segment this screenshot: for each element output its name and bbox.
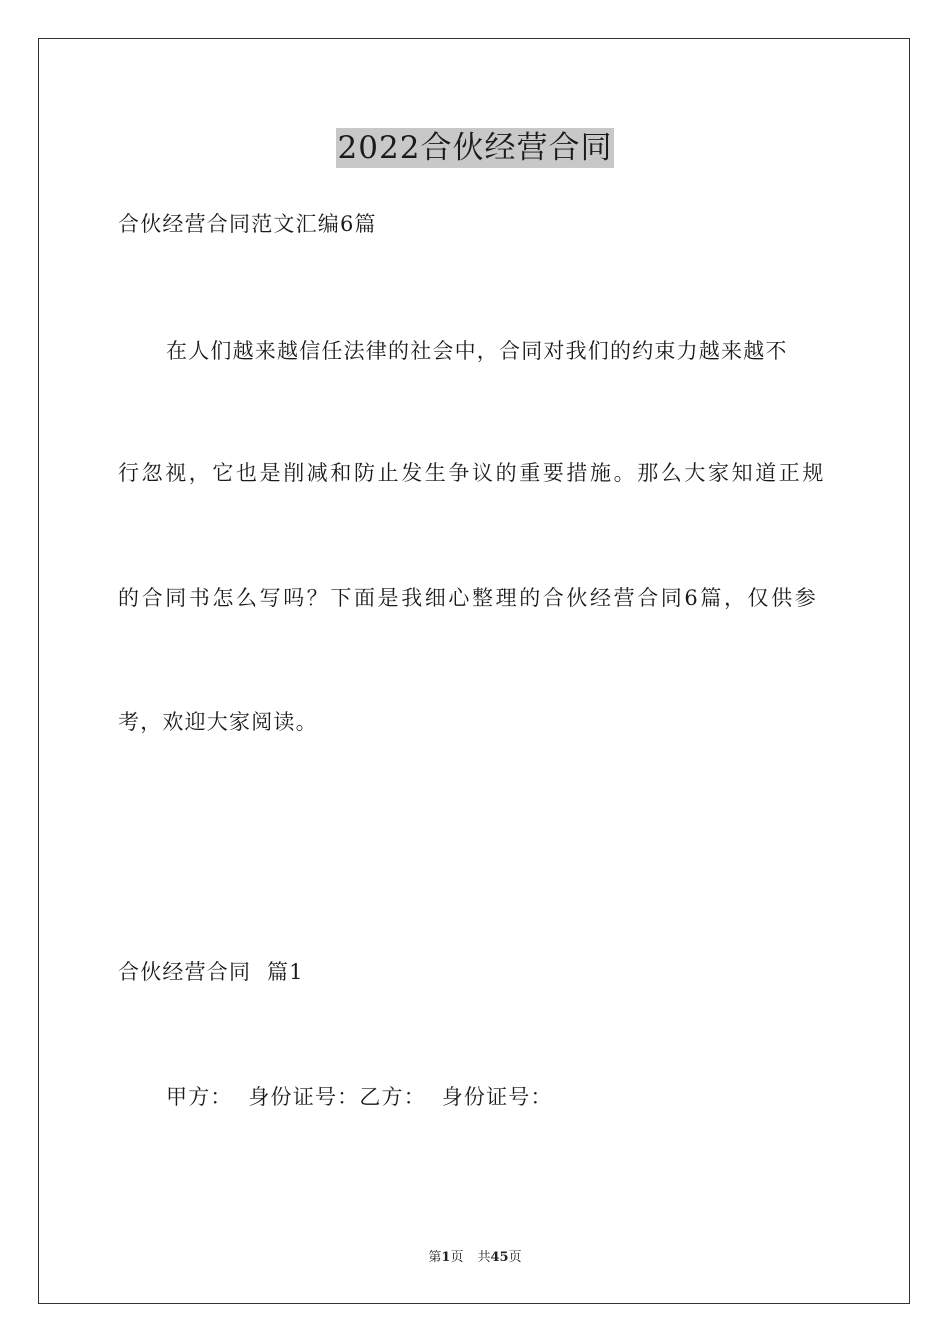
party-info-line: 甲方： 身份证号：乙方： 身份证号：: [166, 1085, 553, 1109]
footer-current-page: 1: [441, 1250, 451, 1265]
document-title-text: 2022合伙经营合同: [337, 130, 613, 166]
footer-total-prefix: 共: [477, 1250, 491, 1265]
document-title: [0, 128, 950, 168]
footer-total-suffix: 页: [508, 1250, 522, 1265]
page-footer: [0, 1250, 950, 1266]
document-subtitle: 合伙经营合同范文汇编6篇: [118, 212, 377, 236]
intro-line-4: 考，欢迎大家阅读。: [118, 710, 318, 734]
intro-line-3: 的合同书怎么写吗？下面是我细心整理的合伙经营合同6篇，仅供参: [118, 586, 819, 610]
footer-page-suffix: 页: [450, 1250, 464, 1265]
intro-line-1: 在人们越来越信任法律的社会中，合同对我们的约束力越来越不: [166, 339, 788, 363]
footer-page-prefix: 第: [428, 1250, 442, 1265]
footer-total-pages: 45: [490, 1250, 509, 1265]
section-heading: 合伙经营合同 篇1: [118, 960, 304, 984]
intro-line-2: 行忽视，它也是削减和防止发生争议的重要措施。那么大家知道正规: [118, 461, 826, 485]
